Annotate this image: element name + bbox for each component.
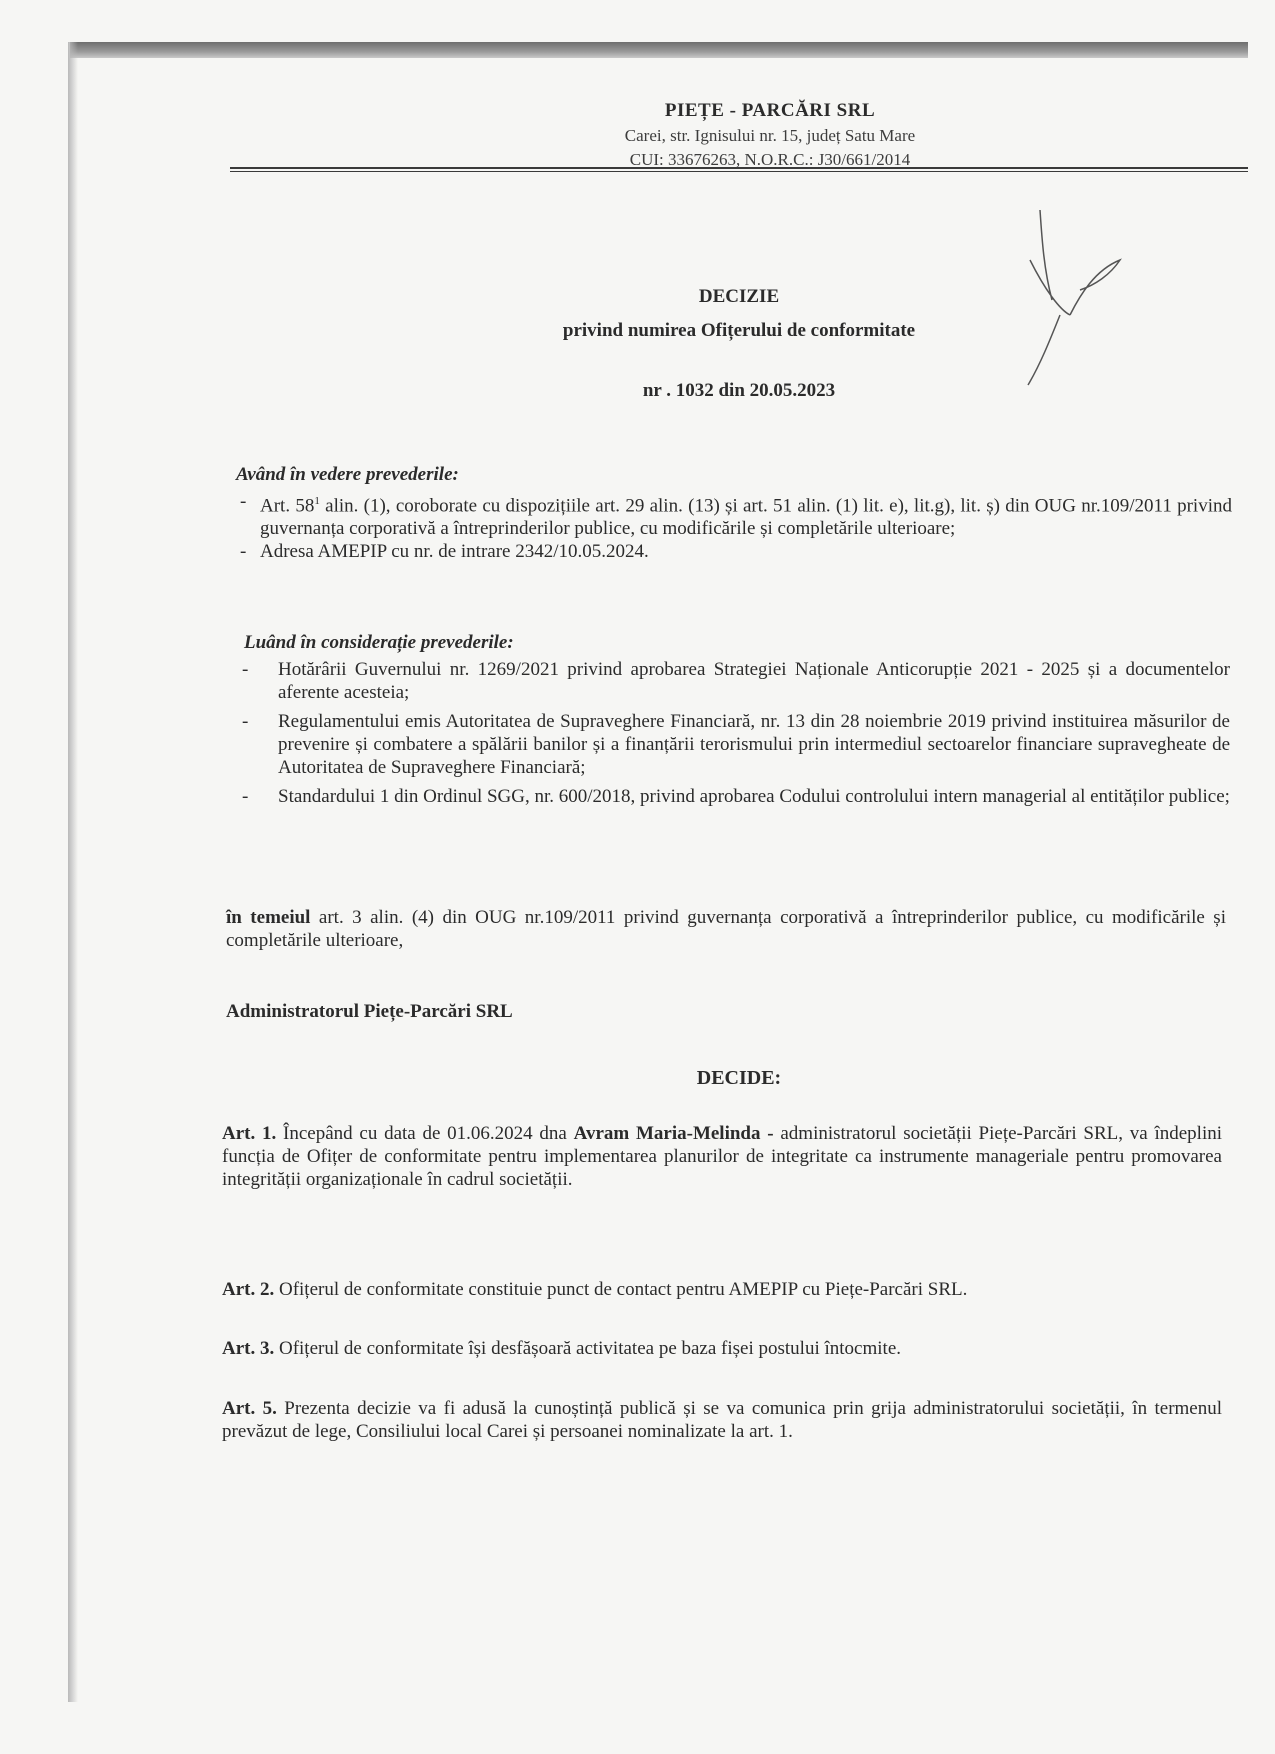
administrator-line: Administratorul Piețe-Parcări SRL <box>226 1001 513 1022</box>
article-5: Art. 5. Prezenta decizie va fi adusă la cunoștință publică și se va comunica prin grija administratorului societății, în termenul prevăzut de lege, Consiliului local Carei și persoanei nominalizate la art. 1. <box>222 1398 1223 1442</box>
company-registration: CUI: 33676263, N.O.R.C.: J30/661/2014 <box>629 150 911 169</box>
letterhead <box>230 100 1250 170</box>
article-3: Art. 3. Ofițerul de conformitate își desfășoară activitatea pe baza fișei postului întocmite. <box>222 1338 902 1359</box>
scan-edge-left <box>68 42 78 1702</box>
legal-basis: în temeiul art. 3 alin. (4) din OUG nr.109/2011 privind guvernanța corporativă a întreprinderilor publice, cu modificările și completările ulterioare, <box>226 907 1226 951</box>
section1-list <box>240 490 1232 563</box>
list-item: - Regulamentului emis Autoritatea de Supraveghere Financiară, nr. 13 din 28 noiembrie 2019 privind instituirea măsurilor de prevenire și combatere a spălării banilor și a finanțării terorismului prin intermediul sectoarelor financiare supravegheate de Autoritatea de Supraveghere Financiară; <box>242 711 1230 778</box>
signature-mark <box>1000 200 1150 390</box>
list-item: - Adresa AMEPIP cu nr. de intrare 2342/10.05.2024. <box>240 541 649 563</box>
section1-heading: Având în vedere prevederile: <box>236 464 459 485</box>
list-item: - Standardului 1 din Ordinul SGG, nr. 600/2018, privind aprobarea Codului controlului intern managerial al entităților publice; <box>242 786 1230 807</box>
article-2: Art. 2. Ofițerul de conformitate constituie punct de contact pentru AMEPIP cu Piețe-Parcări SRL. <box>222 1279 968 1300</box>
list-item: - Art. $58^1$ alin. (1), coroborate cu dispozițiile art. 29 alin. (13) și art. 51 alin. (1) lit. e), lit.g), lit. ș) din OUG nr.109/2011 privind guvernanța corporativă a întreprinderilor publice, cu modificările și completările ulterioare; <box>240 491 1232 540</box>
company-name: PIEȚE - PARCĂRI SRL <box>664 100 876 121</box>
document-subtitle: privind numirea Ofițerului de conformitate <box>562 320 916 341</box>
list-item: - Hotărârii Guvernului nr. 1269/2021 privind aprobarea Strategiei Naționale Anticorupție 2021 - 2025 și a documentelor aferente acesteia; <box>242 659 1230 703</box>
document-title: DECIZIE <box>698 286 780 307</box>
document-number: nr . 1032 din 20.05.2023 <box>642 380 836 401</box>
decide-heading: DECIDE: <box>696 1067 782 1089</box>
header-rule-thin <box>230 171 1248 172</box>
header-rule <box>230 167 1248 169</box>
scan-edge-top <box>70 42 1248 58</box>
section2-heading: Luând în considerație prevederile: <box>244 632 514 653</box>
company-address: Carei, str. Ignisului nr. 15, județ Satu Mare <box>624 126 916 145</box>
section2-list <box>240 658 1230 808</box>
article-1: Art. 1. Începând cu data de 01.06.2024 dna Avram Maria-Melinda - administratorul societății Piețe-Parcări SRL, va îndeplini funcția de Ofițer de conformitate pentru implementarea planurilor de integritate ca instrumente manageriale pentru promovarea integrității organizaționale în cadrul societății. <box>222 1123 1223 1190</box>
